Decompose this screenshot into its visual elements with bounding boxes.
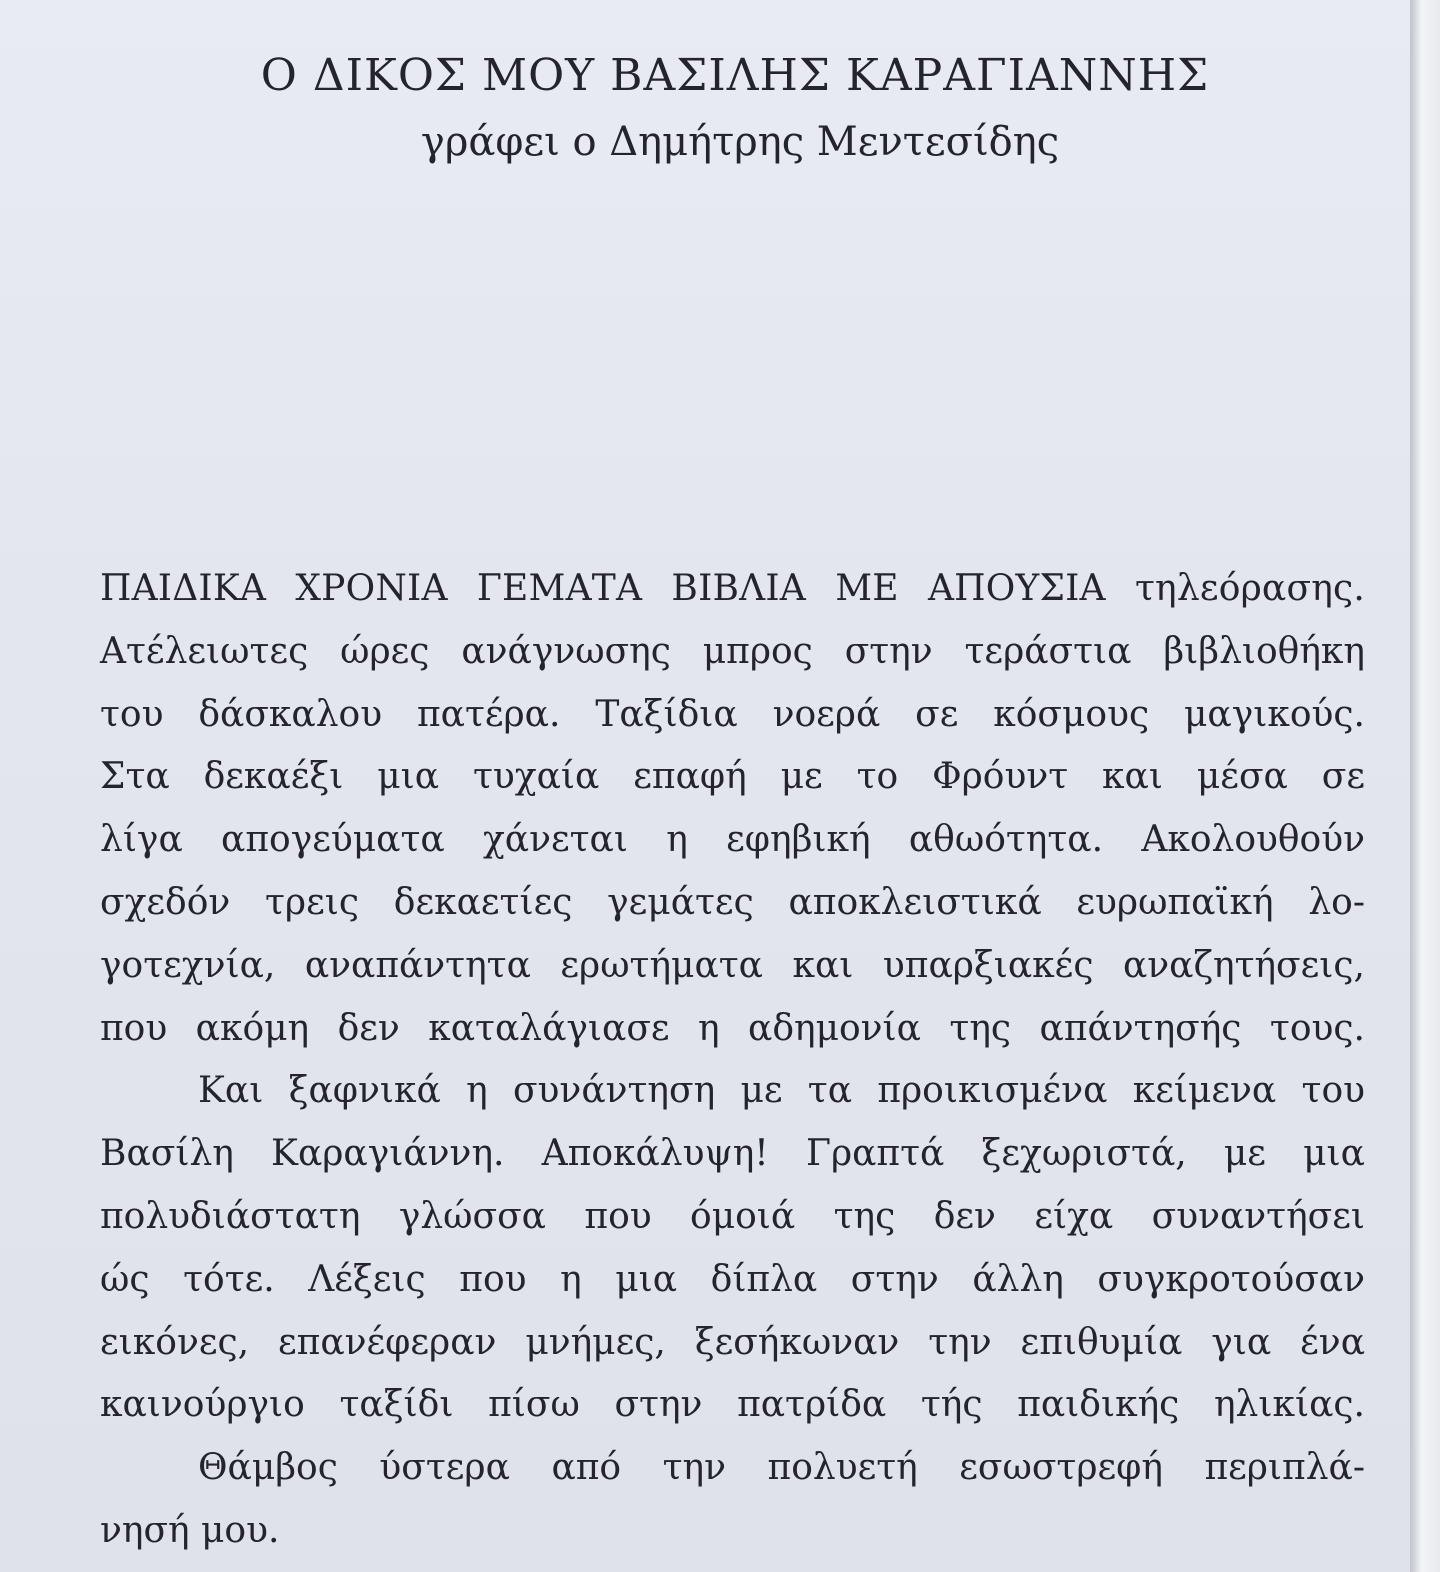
text-line: Στα δεκαέξι μια τυχαία επαφή με το Φρόυντ και μέσα σε [100, 756, 1365, 798]
page-edge [1410, 0, 1440, 1572]
text-line: καινούργιο ταξίδι πίσω στην πατρίδα τής παιδικής ηλικίας. [100, 1384, 1365, 1426]
document-body [100, 558, 1365, 1563]
text-line: Και ξαφνικά η συνάντηση με τα προικισμένα κείμενα του [198, 1070, 1365, 1112]
document-byline: γράφει ο Δημήτρης Μεντεσίδης [420, 119, 1060, 165]
text-line: σχεδόν τρεις δεκαετίες γεμάτες αποκλειστικά ευρωπαϊκή λο- [100, 881, 1365, 923]
text-line: ΠΑΙΔΙΚΑ ΧΡΟΝΙΑ ΓΕΜΑΤΑ ΒΙΒΛΙΑ ΜΕ ΑΠΟΥΣΙΑ τηλεόρασης. [100, 568, 1365, 609]
text-line: Θάμβος ύστερα από την πολυετή εσωστρεφή περιπλά- [198, 1447, 1365, 1489]
document-title: Ο ΔΙΚΟΣ ΜΟΥ ΒΑΣΙΛΗΣ ΚΑΡΑΓΙΑΝΝΗΣ [260, 50, 1210, 101]
text-line: του δάσκαλου πατέρα. Ταξίδια νοερά σε κόσμους μαγικούς. [100, 693, 1365, 735]
text-line: πολυδιάστατη γλώσσα που όμοιά της δεν είχα συναντήσει [100, 1195, 1365, 1237]
text-line: Ατέλειωτες ώρες ανάγνωσης μπρος στην τεράστια βιβλιοθήκη [100, 630, 1365, 672]
text-line: γοτεχνία, αναπάντητα ερωτήματα και υπαρξιακές αναζητήσεις, [100, 944, 1365, 986]
text-line: που ακόμη δεν καταλάγιασε η αδημονία της απάντησής τους. [100, 1007, 1365, 1049]
text-line: λίγα απογεύματα χάνεται η εφηβική αθωότητα. Ακολουθούν [100, 819, 1365, 861]
text-line: εικόνες, επανέφεραν μνήμες, ξεσήκωναν την επιθυμία για ένα [100, 1321, 1365, 1363]
text-line: νησή μου. [100, 1509, 280, 1551]
text-line: ώς τότε. Λέξεις που η μια δίπλα στην άλλη συγκροτούσαν [100, 1258, 1365, 1300]
text-line: Βασίλη Καραγιάννη. Αποκάλυψη! Γραπτά ξεχωριστά, με μια [100, 1133, 1365, 1175]
